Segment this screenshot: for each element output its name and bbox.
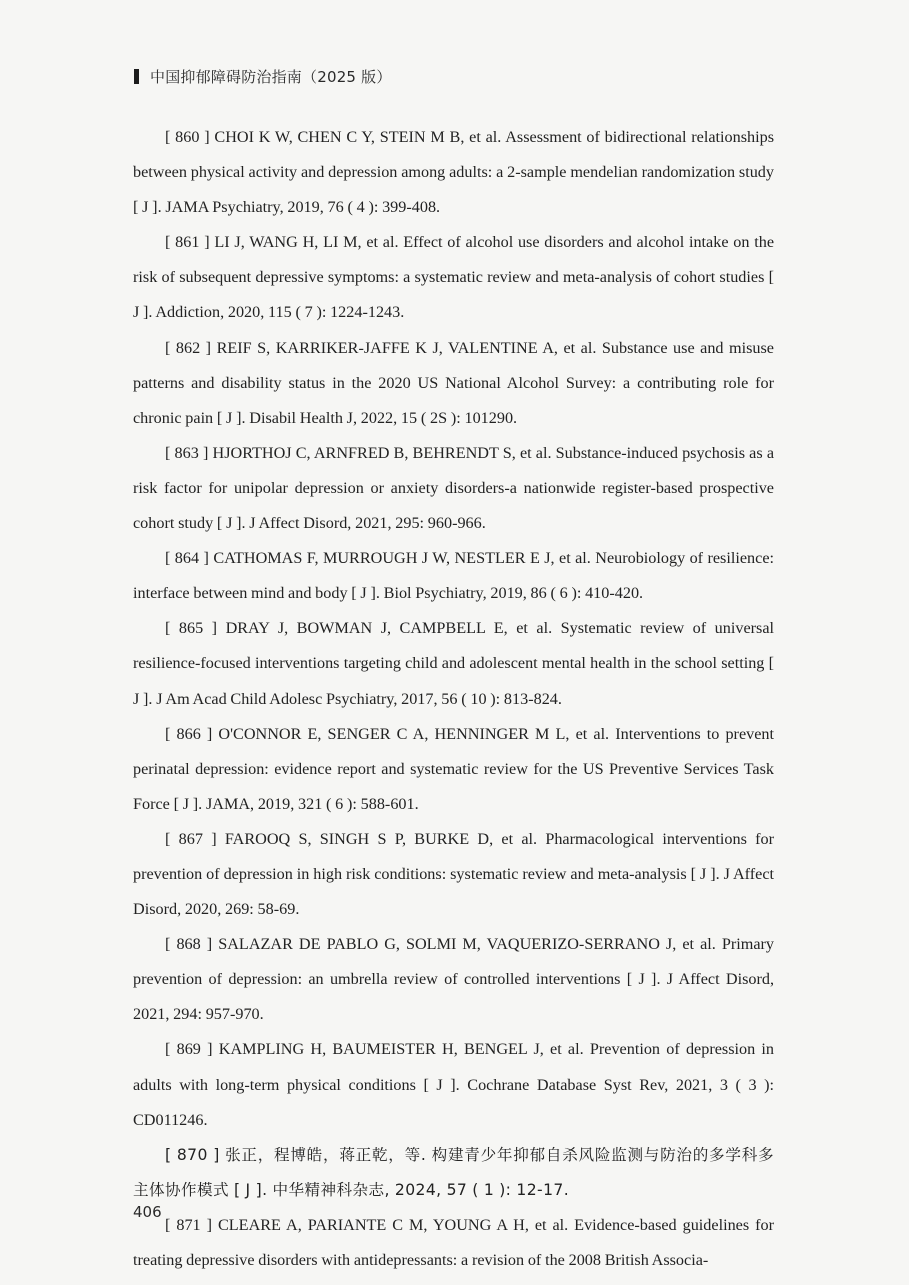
- reference-number: [ 866 ]: [165, 724, 213, 743]
- reference-number: [ 864 ]: [165, 549, 209, 568]
- reference-item: [133, 331, 774, 436]
- reference-number: [ 868 ]: [165, 935, 213, 954]
- running-header: [134, 64, 392, 88]
- reference-item: [133, 1138, 774, 1208]
- reference-text: SALAZAR DE PABLO G, SOLMI M, VAQUERIZO-SERRANO J, et al. Primary prevention of depression: an umbrella review of controlled interventions [ J ]. J Affect Disord, 2021, 294: 957-970.: [133, 935, 775, 1024]
- reference-number: [ 870 ]: [165, 1145, 220, 1164]
- reference-text: HJORTHOJ C, ARNFRED B, BEHRENDT S, et al. Substance-induced psychosis as a risk factor for unipolar depression or anxiety disorders-a nationwide register-based prospective cohort study [ J ]. J Affect Disord, 2021, 295: 960-966.: [133, 443, 775, 533]
- reference-text: 张正，程博皓，蒋正乾，等. 构建青少年抑郁自杀风险监测与防治的多学科多主体协作模式 [ J ]. 中华精神科杂志, 2024, 57 ( 1 ): 12-17.: [133, 1145, 775, 1199]
- reference-item: [133, 120, 774, 225]
- reference-text: FAROOQ S, SINGH S P, BURKE D, et al. Pharmacological interventions for prevention of depression in high risk conditions: systematic review and meta-analysis [ J ]. J Affect Disord, 2020, 269: 58-69.: [133, 829, 775, 919]
- reference-text: LI J, WANG H, LI M, et al. Effect of alcohol use disorders and alcohol intake on the risk of subsequent depressive symptoms: a systematic review and meta-analysis of cohort studies [ J ]. Addiction, 2020, 115 ( 7 ): 1224-1243.: [133, 233, 775, 322]
- reference-item: [133, 717, 774, 822]
- header-bar-marker: [134, 69, 139, 84]
- reference-text: DRAY J, BOWMAN J, CAMPBELL E, et al. Systematic review of universal resilience-focused interventions targeting child and adolescent mental health in the school setting [ J ]. J Am Acad Child Adolesc Psychiatry, 2017, 56 ( 10 ): 813-824.: [133, 619, 774, 708]
- reference-number: [ 865 ]: [165, 619, 218, 638]
- reference-item: [133, 225, 774, 330]
- reference-number: [ 860 ]: [165, 128, 210, 146]
- reference-text: O'CONNOR E, SENGER C A, HENNINGER M L, et al. Interventions to prevent perinatal depression: evidence report and systematic review for the US Preventive Services Task Force [ J ]. JAMA, 2019, 321 ( 6 ): 588-601.: [133, 724, 774, 813]
- reference-item: [133, 1208, 774, 1278]
- reference-number: [ 861 ]: [165, 233, 210, 252]
- reference-number: [ 862 ]: [165, 338, 212, 357]
- reference-item: [133, 1032, 774, 1137]
- reference-number: [ 869 ]: [165, 1040, 213, 1059]
- reference-item: [133, 436, 774, 541]
- reference-number: [ 863 ]: [165, 443, 209, 462]
- reference-text: CHOI K W, CHEN C Y, STEIN M B, et al. Assessment of bidirectional relationships between physical activity and depression among adults: a 2-sample mendelian randomization study [ J ]. JAMA Psychiatry, 2019, 76 ( 4 ): 399-408.: [133, 128, 774, 217]
- reference-list: [133, 120, 774, 1278]
- reference-text: KAMPLING H, BAUMEISTER H, BENGEL J, et al. Prevention of depression in adults with long-term physical conditions [ J ]. Cochrane Database Syst Rev, 2021, 3 ( 3 ): CD011246.: [133, 1040, 774, 1129]
- reference-item: [133, 541, 774, 611]
- reference-number: [ 871 ]: [165, 1215, 213, 1234]
- running-header-title: 中国抑郁障碍防治指南（2025 版）: [150, 67, 392, 86]
- reference-number: [ 867 ]: [165, 829, 217, 848]
- reference-text: CATHOMAS F, MURROUGH J W, NESTLER E J, et al. Neurobiology of resilience: interface between mind and body [ J ]. Biol Psychiatry, 2019, 86 ( 6 ): 410-420.: [133, 549, 774, 603]
- reference-item: [133, 611, 774, 716]
- reference-text: REIF S, KARRIKER-JAFFE K J, VALENTINE A, et al. Substance use and misuse patterns and disability status in the 2020 US National Alcohol Survey: a contributing role for chronic pain [ J ]. Disabil Health J, 2022, 15 ( 2S ): 101290.: [133, 338, 774, 427]
- page-number: 406: [133, 1203, 162, 1221]
- reference-item: [133, 822, 774, 927]
- reference-item: [133, 927, 774, 1032]
- reference-text: CLEARE A, PARIANTE C M, YOUNG A H, et al. Evidence-based guidelines for treating depressive disorders with antidepressants: a revision of the 2008 British Associa-: [133, 1215, 775, 1269]
